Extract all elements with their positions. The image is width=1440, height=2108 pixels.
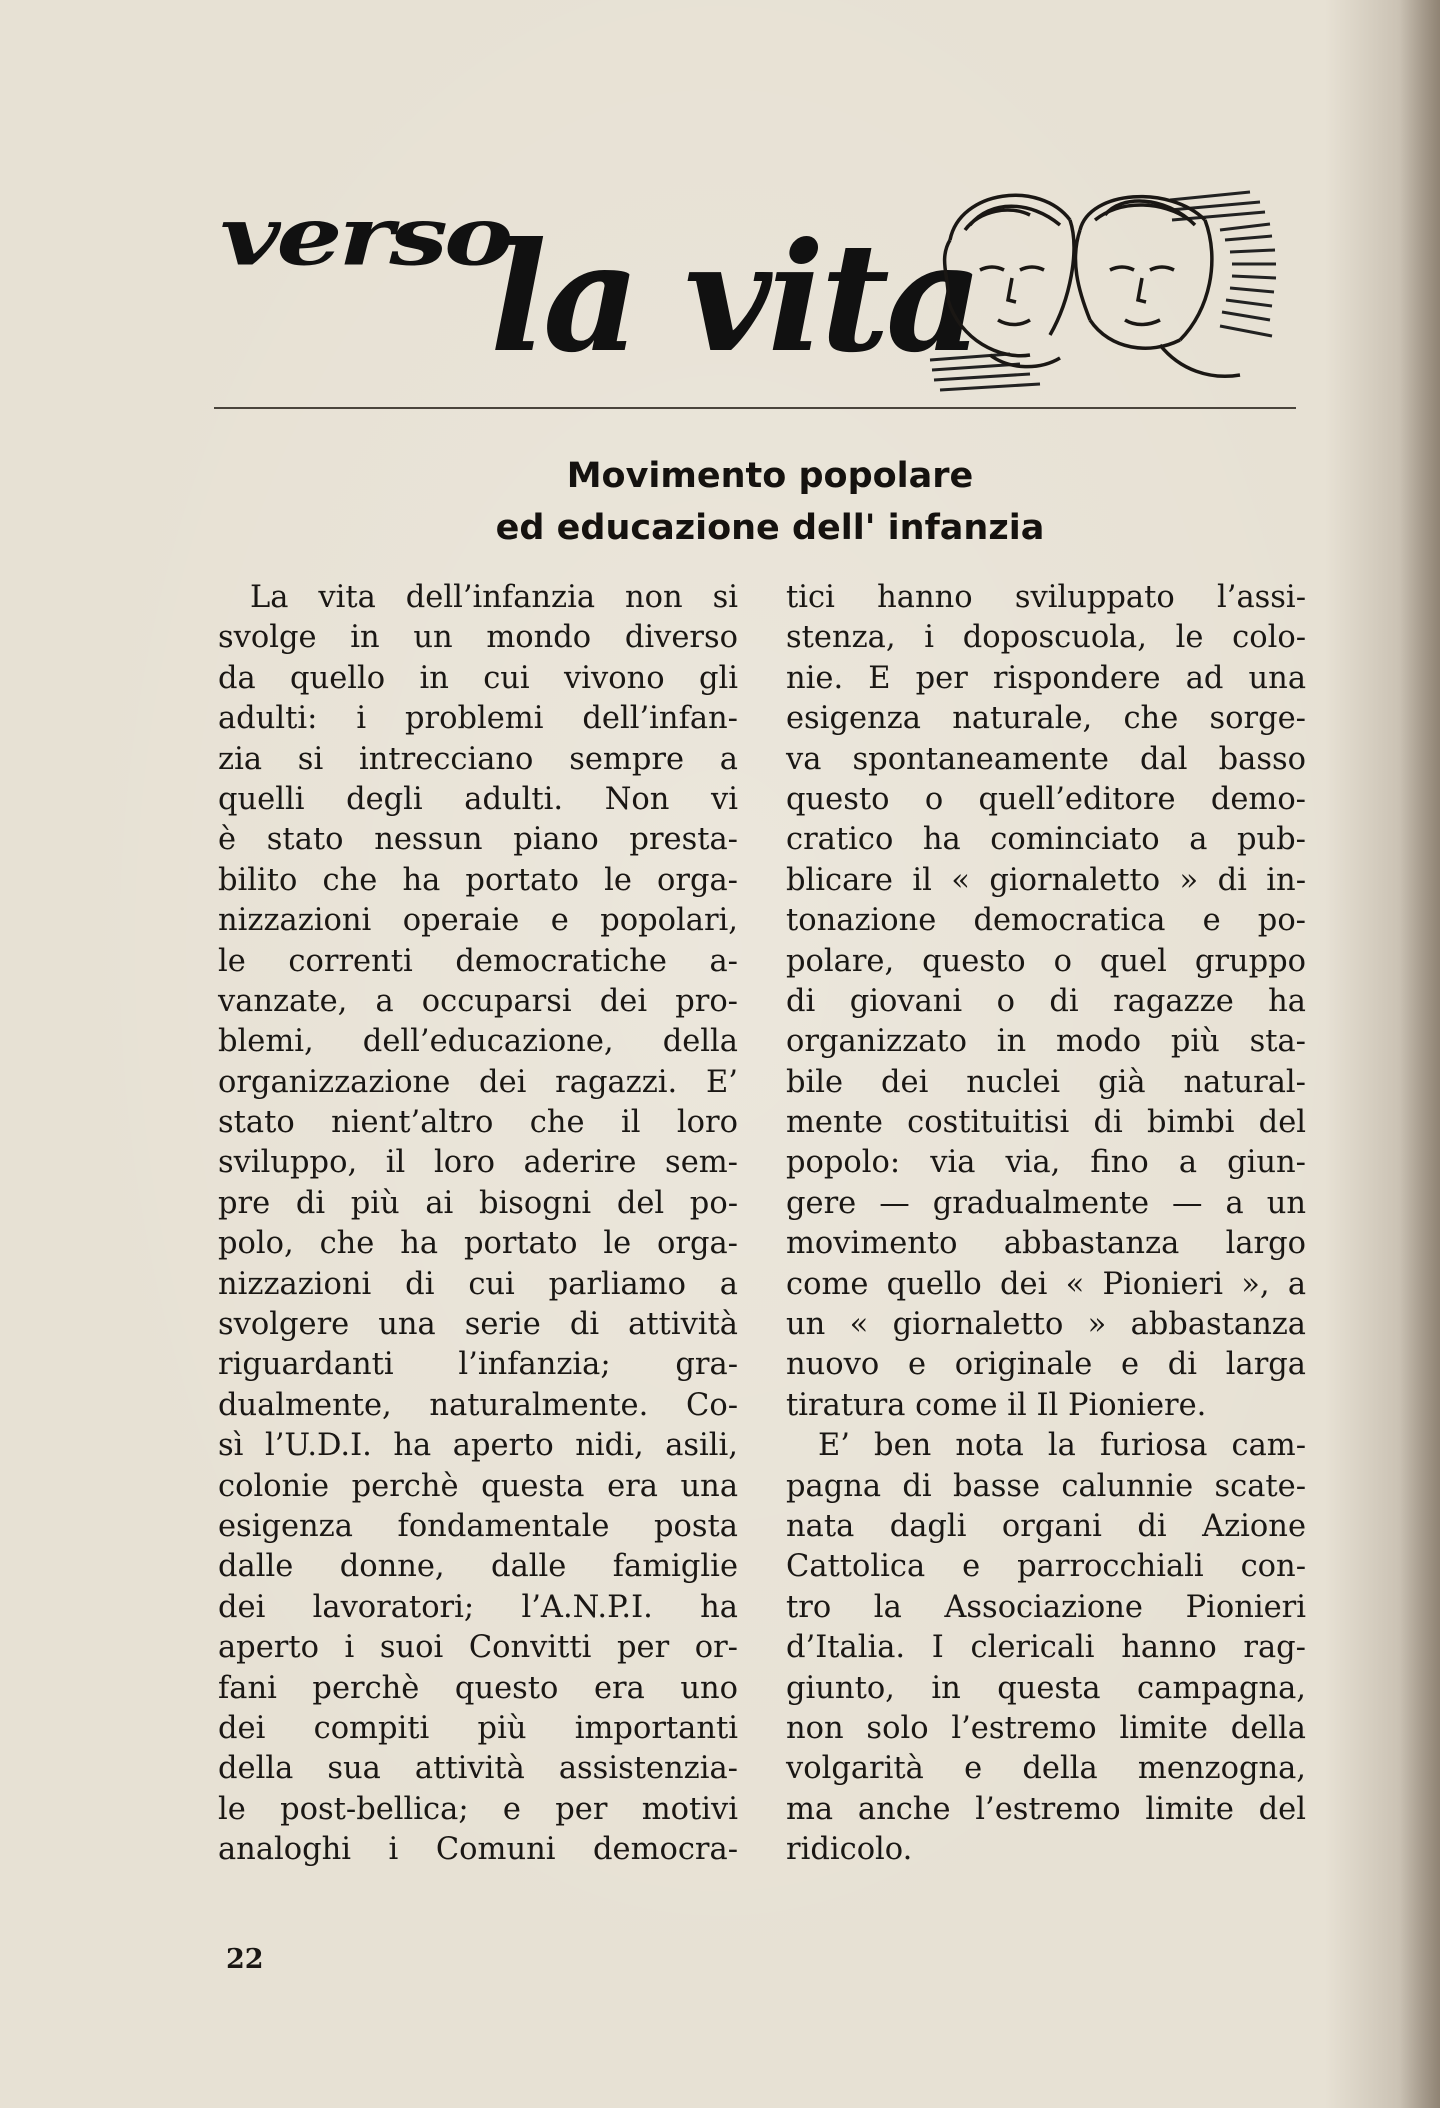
text-line: mente costituitisi di bimbi del bbox=[786, 1105, 1306, 1141]
text-line: colonie perchè questa era una bbox=[218, 1468, 738, 1504]
masthead-word-lavita: la vita bbox=[490, 210, 980, 386]
text-line: nie. E per rispondere ad una bbox=[786, 660, 1306, 696]
text-line: dalle donne, dalle famiglie bbox=[218, 1549, 738, 1585]
text-line: sviluppo, il loro aderire sem- bbox=[218, 1145, 738, 1181]
text-line: zia si intrecciano sempre a bbox=[218, 741, 738, 777]
text-line: dei compiti più importanti bbox=[218, 1710, 738, 1746]
page-number: 22 bbox=[226, 1944, 264, 1975]
text-line: non solo l’estremo limite della bbox=[786, 1710, 1306, 1746]
text-line: tonazione democratica e po- bbox=[786, 903, 1306, 939]
article-column-left bbox=[218, 578, 738, 1871]
text-line: va spontaneamente dal basso bbox=[786, 741, 1306, 777]
text-line: svolge in un mondo diverso bbox=[218, 620, 738, 656]
text-line: della sua attività assistenzia- bbox=[218, 1751, 738, 1787]
text-line: aperto i suoi Convitti per or- bbox=[218, 1630, 738, 1666]
text-line: quelli degli adulti. Non vi bbox=[218, 781, 738, 817]
text-line: popolo: via via, fino a giun- bbox=[786, 1145, 1306, 1181]
text-line: giunto, in questa campagna, bbox=[786, 1670, 1306, 1706]
article-title-line-1: Movimento popolare bbox=[566, 456, 974, 496]
text-line: nizzazioni di cui parliamo a bbox=[218, 1266, 738, 1302]
text-line: stenza, i doposcuola, le colo- bbox=[786, 620, 1306, 656]
text-line: gere — gradualmente — a un bbox=[786, 1185, 1306, 1221]
text-line: svolgere una serie di attività bbox=[218, 1307, 738, 1343]
text-line: le correnti democratiche a- bbox=[218, 943, 738, 979]
article-column-right bbox=[786, 578, 1306, 1871]
text-line: movimento abbastanza largo bbox=[786, 1226, 1306, 1262]
text-line: blicare il « giornaletto » di in- bbox=[786, 862, 1306, 898]
masthead-rule bbox=[214, 407, 1296, 409]
text-line: sì l’U.D.I. ha aperto nidi, asili, bbox=[218, 1428, 738, 1464]
text-line: d’Italia. I clericali hanno rag- bbox=[786, 1630, 1306, 1666]
text-line: tici hanno sviluppato l’assi- bbox=[786, 580, 1306, 615]
section-masthead bbox=[220, 170, 1300, 410]
text-line: dualmente, naturalmente. Co- bbox=[218, 1387, 738, 1423]
text-line: polo, che ha portato le orga- bbox=[218, 1226, 738, 1262]
text-line: dei lavoratori; l’A.N.P.I. ha bbox=[218, 1589, 738, 1625]
text-line: blemi, dell’educazione, della bbox=[218, 1024, 738, 1060]
text-line: organizzato in modo più sta- bbox=[786, 1024, 1306, 1060]
text-line: pre di più ai bisogni del po- bbox=[218, 1185, 738, 1221]
text-line: ma anche l’estremo limite del bbox=[786, 1791, 1306, 1827]
text-line: volgarità e della menzogna, bbox=[786, 1751, 1306, 1787]
text-line: ridicolo. bbox=[786, 1832, 913, 1868]
text-line: un « giornaletto » abbastanza bbox=[786, 1307, 1306, 1343]
text-line: questo o quell’editore demo- bbox=[786, 781, 1306, 817]
text-line: esigenza naturale, che sorge- bbox=[786, 701, 1306, 737]
text-line: esigenza fondamentale posta bbox=[218, 1508, 738, 1544]
text-line: è stato nessun piano presta- bbox=[218, 822, 738, 858]
text-line: adulti: i problemi dell’infan- bbox=[218, 701, 738, 737]
text-line: di giovani o di ragazze ha bbox=[786, 983, 1306, 1019]
text-line: come quello dei « Pionieri », a bbox=[786, 1266, 1306, 1302]
masthead-word-verso: verso bbox=[220, 188, 510, 284]
text-line: fani perchè questo era uno bbox=[218, 1670, 738, 1706]
text-line: le post-bellica; e per motivi bbox=[218, 1791, 738, 1827]
text-line: tiratura come il Il Pioniere. bbox=[786, 1387, 1207, 1423]
text-line: nata dagli organi di Azione bbox=[786, 1508, 1306, 1544]
text-line: organizzazione dei ragazzi. E’ bbox=[218, 1064, 738, 1100]
text-line: tro la Associazione Pionieri bbox=[786, 1589, 1306, 1625]
text-line: stato nient’altro che il loro bbox=[218, 1105, 738, 1141]
text-line: bilito che ha portato le orga- bbox=[218, 862, 738, 898]
text-line: cratico ha cominciato a pub- bbox=[786, 822, 1306, 858]
text-line: nizzazioni operaie e popolari, bbox=[218, 903, 738, 939]
text-line: E’ ben nota la furiosa cam- bbox=[818, 1428, 1306, 1464]
text-line: da quello in cui vivono gli bbox=[218, 660, 738, 696]
text-line: vanzate, a occuparsi dei pro- bbox=[218, 983, 738, 1019]
text-line: polare, questo o quel gruppo bbox=[786, 943, 1306, 979]
text-line: pagna di basse calunnie scate- bbox=[786, 1468, 1306, 1504]
text-line: Cattolica e parrocchiali con- bbox=[786, 1549, 1306, 1585]
two-children-faces-icon bbox=[920, 170, 1300, 400]
text-line: riguardanti l’infanzia; gra- bbox=[218, 1347, 738, 1383]
article-title bbox=[420, 450, 1120, 554]
article-title-line-2: ed educazione dell' infanzia bbox=[495, 508, 1045, 548]
binding-edge-shadow bbox=[1400, 0, 1440, 2108]
text-line: nuovo e originale e di larga bbox=[786, 1347, 1306, 1383]
text-line: bile dei nuclei già natural- bbox=[786, 1064, 1306, 1100]
text-line: analoghi i Comuni democra- bbox=[218, 1832, 738, 1868]
text-line: La vita dell’infanzia non si bbox=[250, 580, 738, 615]
